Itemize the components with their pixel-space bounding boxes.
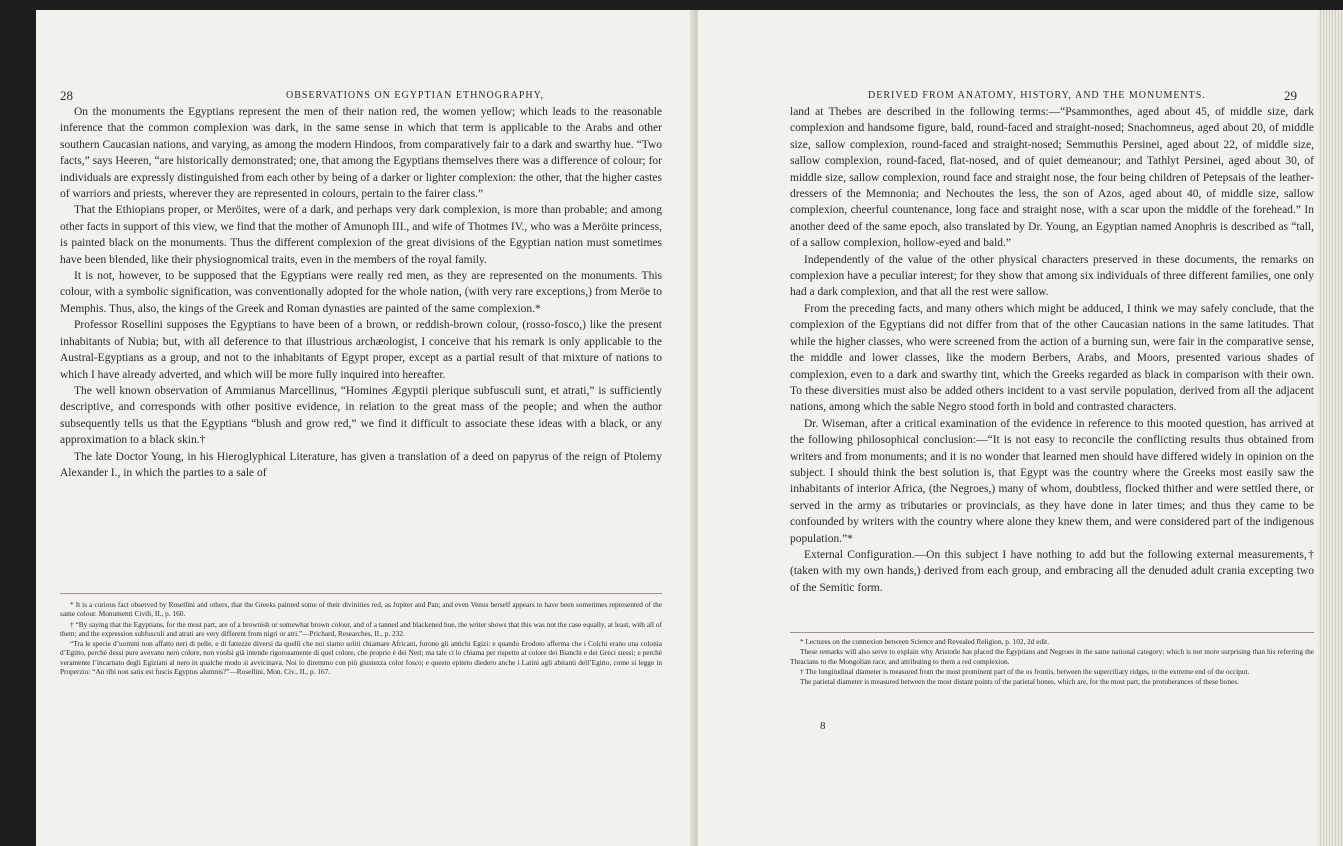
paragraph: The late Doctor Young, in his Hieroglyphical Literature, has given a translation of a deed on papyrus of the reign of Ptolemy Alexander I., in which the parties to a sale of [60, 450, 662, 479]
footnote: These remarks will also serve to explain why Aristotle has placed the Egyptians and Negroes in the same national category; which is not more surprising than his referring the Thracians to the Mongolian race, and attributing to them a red complexion. [790, 647, 1314, 666]
left-footnotes [60, 600, 662, 677]
right-footnotes [790, 637, 1314, 687]
running-head: DERIVED FROM ANATOMY, HISTORY, AND THE MONUMENTS. [868, 90, 1206, 101]
right-body [790, 104, 1314, 596]
left-body [60, 104, 662, 481]
footnote: * It is a curious fact observed by Rosellini and others, that the Greeks painted some of their divinities red, as Jupiter and Pan; and even Venus herself appears to have been sometimes represented of the same colour. Monumenti Civili, II., p. 160. [60, 600, 662, 619]
footnote: * Lectures on the connexion between Science and Revealed Religion, p. 102, 2d edit. [800, 637, 1050, 646]
footnote: “Tra le specie d’uomini non affatto neri di pelle, e di fattezze diversi da quelli che noi siamo soliti chiamare Africani, furono gli antichi Egizi: e quando Erodoto afferma che i Colchi erano una colonia d’Egitto, perchè dessi pure avevano nero colore, non voolsi già intende rigorosamente di quel colore, che proprio è dei Neri; ma tale ci lo chiama per rispetto al colore dei Bianchi e dei Greci stessi; e perchè veramente l’incarnato degli Egiziani al nero in qualche modo si avvicinava. Noi lo diremmo con più giustezza color fosco; e questo epiteto diedero anche i Latini agli abitanti dell’Egitto, come si legge in Properzio: “An tibi non satis est fuscis Egyptus alumnis?”—Rosellini, Mon. Civ., II., p. 167. [60, 639, 662, 677]
running-head: OBSERVATIONS ON EGYPTIAN ETHNOGRAPHY, [286, 90, 545, 101]
paragraph: From the preceding facts, and many others which might be adduced, I think we may safely conclude, that the complexion of the Egyptians did not differ from that of the other Caucasian nations in the same latitudes. That while the higher classes, who were screened from the action of a burning sun, were fair in the comparative sense, the middle and lower classes, like the modern Berbers, Arabs, and Moors, presented various shades of complexion, even to a dark and swarthy tint, which the Greeks regarded as black in comparison with their own. To these diversities must also be added others incident to a vast servile population, derived from all the adjacent nations, among which the sable Negro stood forth in bold and contrasted characters. [790, 302, 1314, 414]
footnote-rule [790, 632, 1314, 633]
page-number: 29 [1284, 88, 1297, 103]
left-page [36, 10, 696, 846]
paragraph: Professor Rosellini supposes the Egyptians to have been of a brown, or reddish-brown colour, (rosso-fosco,) like the present inhabitants of Nubia; but, with all deference to that illustrious archæologist, I conceive that his remark is only applicable to the Austral-Egyptians as a group, and not to the inhabitants of Egypt proper, except as a partial result of that mixture of nations to which I have already adverted, and which will be more fully inquired into hereafter. [60, 319, 662, 381]
paragraph: That the Ethiopians proper, or Meröites, were of a dark, and perhaps very dark complexion, is more than probable; and among other facts in support of this view, we find that the mother of Amunoph III., and wife of Thotmes IV., who was a Meröite princess, is painted black on the monuments. Thus the different complexion of the great divisions of the Egyptian nation must sometimes have been blended, like their physiognomical traits, even in the members of the royal family. [60, 204, 662, 266]
paragraph: The well known observation of Ammianus Marcellinus, “Homines Ægyptii plerique subfusculi sunt, et atrati,” is sufficiently descriptive, and corresponds with other positive evidence, in relation to the great mass of the people; and when the author subsequently tells us that the Egyptians “blush and grow red,” we find it difficult to associate these ideas with a black, or any approximation to a black skin.† [60, 384, 662, 447]
footnote: † “By saying that the Egyptians, for the most part, are of a brownish or somewhat brown colour, and of a tanned and blackened hue, the writer shows that this was not the case equally, at least, with all of them; and the expression subfusculi and atrati are very different from nigri or atri.”—Prichard, Researches, II., p. 232. [60, 619, 662, 638]
footnote-rule [60, 593, 662, 594]
signature-mark: 8 [820, 720, 826, 732]
paragraph: Independently of the value of the other physical characters preserved in these documents, the remarks on complexion have a peculiar interest; for they show that among six individuals of three different families, one only had a dark complexion, and that all the rest were sallow. [790, 253, 1314, 299]
paragraph: It is not, however, to be supposed that the Egyptians were really red men, as they are represented on the monuments. This colour, with a symbolic signification, was conventionally adopted for the whole nation, (with very rare exceptions,) from Meröe to Memphis. Thus, also, the kings of the Greek and Roman dynasties are painted of the same complexion.* [60, 270, 662, 315]
footnote: The parietal diameter is measured between the most distant points of the parietal bones, which are, for the most part, the protuberances of these bones. [800, 677, 1239, 687]
paragraph: Dr. Wiseman, after a critical examination of the evidence in reference to this mooted question, has arrived at the following philosophical conclusion:—“It is not easy to reconcile the conflicting results thus obtained from writers and from monuments; and it is no wonder that learned men should have differed widely in opinion on the subject. I should think the best solution is, that Egypt was the country where the Greeks most easily saw the inhabitants of interior Africa, (the Negroes,) many of whom, doubtless, flocked thither and were settled there, or served in the army as tributaries or provincials, as they have done in later times; and thus they came to be confounded by writers with the country where alone they knew them, and were considered part of the indigenous population.”* [790, 417, 1314, 545]
page-number: 28 [60, 88, 73, 103]
footnote: † The longitudinal diameter is measured from the most prominent part of the os frontis, between the superciliary ridges, to the extreme end of the occiput. [800, 666, 1250, 676]
paragraph: land at Thebes are described in the following terms:—“Psammonthes, aged about 45, of middle size, dark complexion and handsome figure, bald, round-faced and straight-nosed; Snachomneus, aged about 20, of middle size, sallow complexion, round-faced and straight-nosed; Semmuthis Persinei, aged about 22, of middle size, sallow complexion, round-faced, flat-nosed, and of quiet demeanour; and Tathlyt Persinei, aged about 30, of middle size, sallow complexion, round face and straight nose, the four being children of Petepsais of the leather-dressers of the Memnonia; and Nechoutes the less, the son of Azos, aged about 40, of middle size, sallow complexion, cheerful countenance, long face and straight nose, with a scar upon the middle of the forehead.” In another deed of the same epoch, also translated by Dr. Young, an Egyptian named Anophris is described as “tall, of a sallow complexion, hollow-eyed and bald.” [790, 106, 1314, 250]
paragraph: External Configuration.—On this subject I have nothing to add but the following external measurements,† (taken with my own hands,) derived from each group, and embracing all the denuded adult crania excepting two of the Semitic form. [790, 548, 1314, 594]
paragraph: On the monuments the Egyptians represent the men of their nation red, the women yellow; which leads to the reasonable inference that the common complexion was dark, in the same sense in which that term is applicable to the Arabs and other southern Caucasian nations, and varying, as among the modern Hindoos, from comparatively fair to a dark and swarthy hue. “Two facts,” says Heeren, “are historically demonstrated; one, that among the Egyptians themselves there was a difference of colour; for individuals are expressly distinguished from each other by being of a darker or lighter complexion: the other, that the higher castes of warriors and priests, wherever they are represented in colours, pertain to the fairer class.” [60, 106, 662, 201]
right-page [698, 10, 1343, 846]
page-edge-right [1318, 10, 1343, 846]
